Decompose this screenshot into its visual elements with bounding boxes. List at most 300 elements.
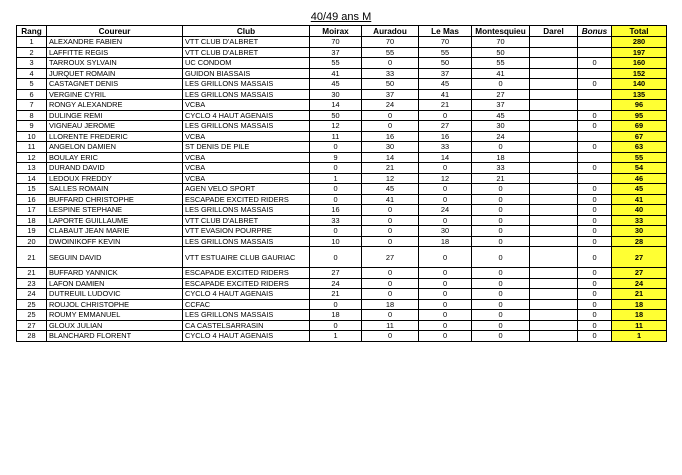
lemas-cell: 0 [419,110,472,121]
montesquieu-cell: 30 [472,121,530,132]
auradou-cell: 0 [362,215,419,226]
table-row [17,205,667,216]
table-row [17,79,667,90]
lemas-cell: 0 [419,184,472,195]
montesquieu-cell: 21 [472,173,530,184]
moirax-cell: 27 [310,268,362,279]
table-row [17,268,667,279]
club-cell: UC CONDOM [183,58,310,69]
moirax-cell: 0 [310,142,362,153]
rang-cell: 4 [17,68,47,79]
auradou-cell: 0 [362,310,419,321]
bonus-cell [578,173,612,184]
rang-cell: 13 [17,163,47,174]
total-cell: 45 [612,184,667,195]
darel-cell [530,278,578,289]
rang-cell: 5 [17,79,47,90]
coureur-cell: CLABAUT JEAN MARIE [47,226,183,237]
table-row [17,236,667,247]
lemas-cell: 14 [419,152,472,163]
bonus-cell: 0 [578,163,612,174]
moirax-cell: 0 [310,247,362,268]
table-row [17,152,667,163]
total-cell: 33 [612,215,667,226]
total-cell: 197 [612,47,667,58]
coureur-cell: DWOINIKOFF KEVIN [47,236,183,247]
auradou-cell: 33 [362,68,419,79]
lemas-cell: 70 [419,37,472,48]
lemas-cell: 0 [419,310,472,321]
table-row [17,278,667,289]
montesquieu-cell: 0 [472,289,530,300]
results-body [17,37,667,342]
montesquieu-cell: 0 [472,320,530,331]
bonus-cell: 0 [578,110,612,121]
coureur-cell: DURAND DAVID [47,163,183,174]
moirax-cell: 70 [310,37,362,48]
lemas-cell: 0 [419,320,472,331]
coureur-cell: BLANCHARD FLORENT [47,331,183,342]
total-cell: 41 [612,194,667,205]
table-row [17,89,667,100]
darel-cell [530,310,578,321]
total-cell: 95 [612,110,667,121]
lemas-cell: 0 [419,163,472,174]
montesquieu-cell: 0 [472,79,530,90]
auradou-cell: 18 [362,299,419,310]
montesquieu-cell: 0 [472,184,530,195]
club-cell: CA CASTELSARRASIN [183,320,310,331]
table-row [17,121,667,132]
montesquieu-cell: 0 [472,247,530,268]
coureur-cell: LESPINE STEPHANE [47,205,183,216]
club-cell: VTT EVASION POURPRE [183,226,310,237]
darel-cell [530,289,578,300]
darel-cell [530,184,578,195]
bonus-cell: 0 [578,278,612,289]
lemas-cell: 33 [419,142,472,153]
coureur-cell: ALEXANDRE FABIEN [47,37,183,48]
moirax-cell: 10 [310,236,362,247]
club-cell: VTT ESTUAIRE CLUB GAURIAC [183,247,310,268]
total-cell: 69 [612,121,667,132]
club-cell: VCBA [183,173,310,184]
club-cell: VCBA [183,152,310,163]
club-cell: VCBA [183,100,310,111]
table-row [17,194,667,205]
club-cell: VTT CLUB D'ALBRET [183,37,310,48]
lemas-cell: 45 [419,79,472,90]
moirax-cell: 14 [310,100,362,111]
coureur-cell: DUTREUIL LUDOVIC [47,289,183,300]
table-row [17,58,667,69]
total-cell: 28 [612,236,667,247]
bonus-cell [578,47,612,58]
moirax-cell: 0 [310,226,362,237]
total-cell: 30 [612,226,667,237]
coureur-cell: RONGY ALEXANDRE [47,100,183,111]
lemas-cell: 50 [419,58,472,69]
coureur-cell: BUFFARD YANNICK [47,268,183,279]
bonus-cell: 0 [578,142,612,153]
moirax-cell: 0 [310,163,362,174]
club-cell: CCFAC [183,299,310,310]
moirax-cell: 0 [310,194,362,205]
moirax-cell: 1 [310,173,362,184]
auradou-cell: 0 [362,205,419,216]
bonus-cell: 0 [578,268,612,279]
table-row [17,47,667,58]
coureur-cell: ROUMY EMMANUEL [47,310,183,321]
rang-cell: 24 [17,289,47,300]
coureur-cell: TARROUX SYLVAIN [47,58,183,69]
moirax-cell: 18 [310,310,362,321]
moirax-cell: 45 [310,79,362,90]
bonus-cell: 0 [578,194,612,205]
auradou-cell: 50 [362,79,419,90]
bonus-cell: 0 [578,121,612,132]
header-rang: Rang [17,26,47,37]
auradou-cell: 0 [362,58,419,69]
coureur-cell: GLOUX JULIAN [47,320,183,331]
rang-cell: 18 [17,215,47,226]
darel-cell [530,320,578,331]
bonus-cell: 0 [578,184,612,195]
montesquieu-cell: 70 [472,37,530,48]
auradou-cell: 55 [362,47,419,58]
club-cell: CYCLO 4 HAUT AGENAIS [183,289,310,300]
bonus-cell: 0 [578,331,612,342]
montesquieu-cell: 0 [472,142,530,153]
lemas-cell: 0 [419,215,472,226]
auradou-cell: 0 [362,110,419,121]
table-row [17,110,667,121]
montesquieu-cell: 50 [472,47,530,58]
header-montesquieu: Montesquieu [472,26,530,37]
club-cell: LES GRILLONS MASSAIS [183,310,310,321]
total-cell: 96 [612,100,667,111]
header-bonus: Bonus [578,26,612,37]
auradou-cell: 11 [362,320,419,331]
rang-cell: 28 [17,331,47,342]
rang-cell: 11 [17,142,47,153]
table-row [17,173,667,184]
montesquieu-cell: 27 [472,89,530,100]
montesquieu-cell: 0 [472,215,530,226]
rang-cell: 25 [17,299,47,310]
total-cell: 55 [612,152,667,163]
moirax-cell: 9 [310,152,362,163]
total-cell: 152 [612,68,667,79]
darel-cell [530,205,578,216]
bonus-cell [578,89,612,100]
lemas-cell: 18 [419,236,472,247]
club-cell: ESCAPADE EXCITED RIDERS [183,278,310,289]
moirax-cell: 37 [310,47,362,58]
lemas-cell: 37 [419,68,472,79]
club-cell: CYCLO 4 HAUT AGENAIS [183,331,310,342]
total-cell: 18 [612,299,667,310]
moirax-cell: 11 [310,131,362,142]
header-auradou: Auradou [362,26,419,37]
lemas-cell: 0 [419,194,472,205]
club-cell: ST DENIS DE PILE [183,142,310,153]
darel-cell [530,215,578,226]
montesquieu-cell: 18 [472,152,530,163]
darel-cell [530,79,578,90]
total-cell: 40 [612,205,667,216]
moirax-cell: 21 [310,289,362,300]
darel-cell [530,142,578,153]
total-cell: 18 [612,310,667,321]
total-cell: 280 [612,37,667,48]
table-row [17,68,667,79]
moirax-cell: 24 [310,278,362,289]
total-cell: 27 [612,268,667,279]
darel-cell [530,110,578,121]
montesquieu-cell: 0 [472,194,530,205]
lemas-cell: 0 [419,268,472,279]
rang-cell: 19 [17,226,47,237]
club-cell: CYCLO 4 HAUT AGENAIS [183,110,310,121]
rang-cell: 15 [17,184,47,195]
darel-cell [530,47,578,58]
table-row [17,310,667,321]
rang-cell: 1 [17,37,47,48]
total-cell: 1 [612,331,667,342]
bonus-cell [578,152,612,163]
coureur-cell: LAFON DAMIEN [47,278,183,289]
montesquieu-cell: 33 [472,163,530,174]
coureur-cell: VIGNEAU JEROME [47,121,183,132]
rang-cell: 9 [17,121,47,132]
auradou-cell: 14 [362,152,419,163]
coureur-cell: SEGUIN DAVID [47,247,183,268]
total-cell: 11 [612,320,667,331]
auradou-cell: 0 [362,121,419,132]
darel-cell [530,268,578,279]
header-moirax: Moirax [310,26,362,37]
bonus-cell: 0 [578,79,612,90]
coureur-cell: VERGINE CYRIL [47,89,183,100]
darel-cell [530,163,578,174]
club-cell: GUIDON BIASSAIS [183,68,310,79]
header-coureur: Coureur [47,26,183,37]
auradou-cell: 0 [362,289,419,300]
moirax-cell: 1 [310,331,362,342]
lemas-cell: 27 [419,121,472,132]
lemas-cell: 30 [419,226,472,237]
coureur-cell: JURQUET ROMAIN [47,68,183,79]
bonus-cell: 0 [578,289,612,300]
moirax-cell: 0 [310,299,362,310]
header-club: Club [183,26,310,37]
darel-cell [530,247,578,268]
lemas-cell: 0 [419,289,472,300]
rang-cell: 8 [17,110,47,121]
rang-cell: 27 [17,320,47,331]
coureur-cell: LLORENTE FREDERIC [47,131,183,142]
bonus-cell: 0 [578,247,612,268]
total-cell: 160 [612,58,667,69]
bonus-cell: 0 [578,236,612,247]
moirax-cell: 12 [310,121,362,132]
club-cell: LES GRILLONS MASSAIS [183,89,310,100]
club-cell: LES GRILLONS MASSAIS [183,205,310,216]
auradou-cell: 16 [362,131,419,142]
moirax-cell: 33 [310,215,362,226]
auradou-cell: 0 [362,331,419,342]
header-total: Total [612,26,667,37]
rang-cell: 21 [17,247,47,268]
montesquieu-cell: 0 [472,310,530,321]
moirax-cell: 41 [310,68,362,79]
bonus-cell: 0 [578,215,612,226]
auradou-cell: 12 [362,173,419,184]
rang-cell: 7 [17,100,47,111]
darel-cell [530,58,578,69]
montesquieu-cell: 0 [472,226,530,237]
darel-cell [530,299,578,310]
darel-cell [530,131,578,142]
table-row [17,320,667,331]
table-row [17,226,667,237]
bonus-cell: 0 [578,226,612,237]
darel-cell [530,68,578,79]
darel-cell [530,194,578,205]
lemas-cell: 0 [419,331,472,342]
moirax-cell: 0 [310,320,362,331]
total-cell: 54 [612,163,667,174]
coureur-cell: LEDOUX FREDDY [47,173,183,184]
total-cell: 63 [612,142,667,153]
bonus-cell: 0 [578,320,612,331]
lemas-cell: 16 [419,131,472,142]
bonus-cell [578,100,612,111]
bonus-cell: 0 [578,299,612,310]
rang-cell: 3 [17,58,47,69]
club-cell: AGEN VELO SPORT [183,184,310,195]
montesquieu-cell: 0 [472,278,530,289]
table-row [17,299,667,310]
coureur-cell: BOULAY ERIC [47,152,183,163]
auradou-cell: 21 [362,163,419,174]
montesquieu-cell: 0 [472,331,530,342]
total-cell: 140 [612,79,667,90]
lemas-cell: 41 [419,89,472,100]
auradou-cell: 41 [362,194,419,205]
darel-cell [530,100,578,111]
table-row [17,184,667,195]
auradou-cell: 37 [362,89,419,100]
club-cell: VCBA [183,163,310,174]
darel-cell [530,121,578,132]
auradou-cell: 24 [362,100,419,111]
header-darel: Darel [530,26,578,37]
moirax-cell: 16 [310,205,362,216]
montesquieu-cell: 0 [472,268,530,279]
total-cell: 135 [612,89,667,100]
moirax-cell: 0 [310,184,362,195]
table-row [17,247,667,268]
table-row [17,215,667,226]
coureur-cell: ANGELON DAMIEN [47,142,183,153]
darel-cell [530,173,578,184]
darel-cell [530,152,578,163]
montesquieu-cell: 45 [472,110,530,121]
table-row [17,331,667,342]
rang-cell: 23 [17,278,47,289]
rang-cell: 10 [17,131,47,142]
darel-cell [530,37,578,48]
moirax-cell: 55 [310,58,362,69]
lemas-cell: 0 [419,299,472,310]
table-row [17,131,667,142]
rang-cell: 12 [17,152,47,163]
table-row [17,163,667,174]
lemas-cell: 0 [419,247,472,268]
auradou-cell: 30 [362,142,419,153]
rang-cell: 6 [17,89,47,100]
darel-cell [530,331,578,342]
montesquieu-cell: 55 [472,58,530,69]
moirax-cell: 50 [310,110,362,121]
results-table [16,25,667,342]
header-row [17,26,667,37]
bonus-cell [578,37,612,48]
coureur-cell: CASTAGNET DENIS [47,79,183,90]
rang-cell: 21 [17,268,47,279]
header-lemas: Le Mas [419,26,472,37]
lemas-cell: 55 [419,47,472,58]
coureur-cell: ROUJOL CHRISTOPHE [47,299,183,310]
montesquieu-cell: 41 [472,68,530,79]
lemas-cell: 12 [419,173,472,184]
club-cell: VTT CLUB D'ALBRET [183,215,310,226]
bonus-cell [578,131,612,142]
coureur-cell: LAFFITTE REGIS [47,47,183,58]
table-row [17,289,667,300]
coureur-cell: DULINGE REMI [47,110,183,121]
auradou-cell: 0 [362,278,419,289]
total-cell: 67 [612,131,667,142]
auradou-cell: 0 [362,268,419,279]
club-cell: VCBA [183,131,310,142]
club-cell: ESCAPADE EXCITED RIDERS [183,268,310,279]
montesquieu-cell: 24 [472,131,530,142]
table-row [17,142,667,153]
coureur-cell: BUFFARD CHRISTOPHE [47,194,183,205]
auradou-cell: 0 [362,226,419,237]
montesquieu-cell: 0 [472,205,530,216]
coureur-cell: LAPORTE GUILLAUME [47,215,183,226]
page-title: 40/49 ans M [310,11,372,23]
table-row [17,100,667,111]
darel-cell [530,226,578,237]
rang-cell: 2 [17,47,47,58]
lemas-cell: 0 [419,278,472,289]
montesquieu-cell: 0 [472,236,530,247]
total-cell: 21 [612,289,667,300]
bonus-cell: 0 [578,58,612,69]
darel-cell [530,236,578,247]
rang-cell: 20 [17,236,47,247]
bonus-cell: 0 [578,205,612,216]
darel-cell [530,89,578,100]
table-row [17,37,667,48]
rang-cell: 14 [17,173,47,184]
club-cell: LES GRILLONS MASSAIS [183,79,310,90]
